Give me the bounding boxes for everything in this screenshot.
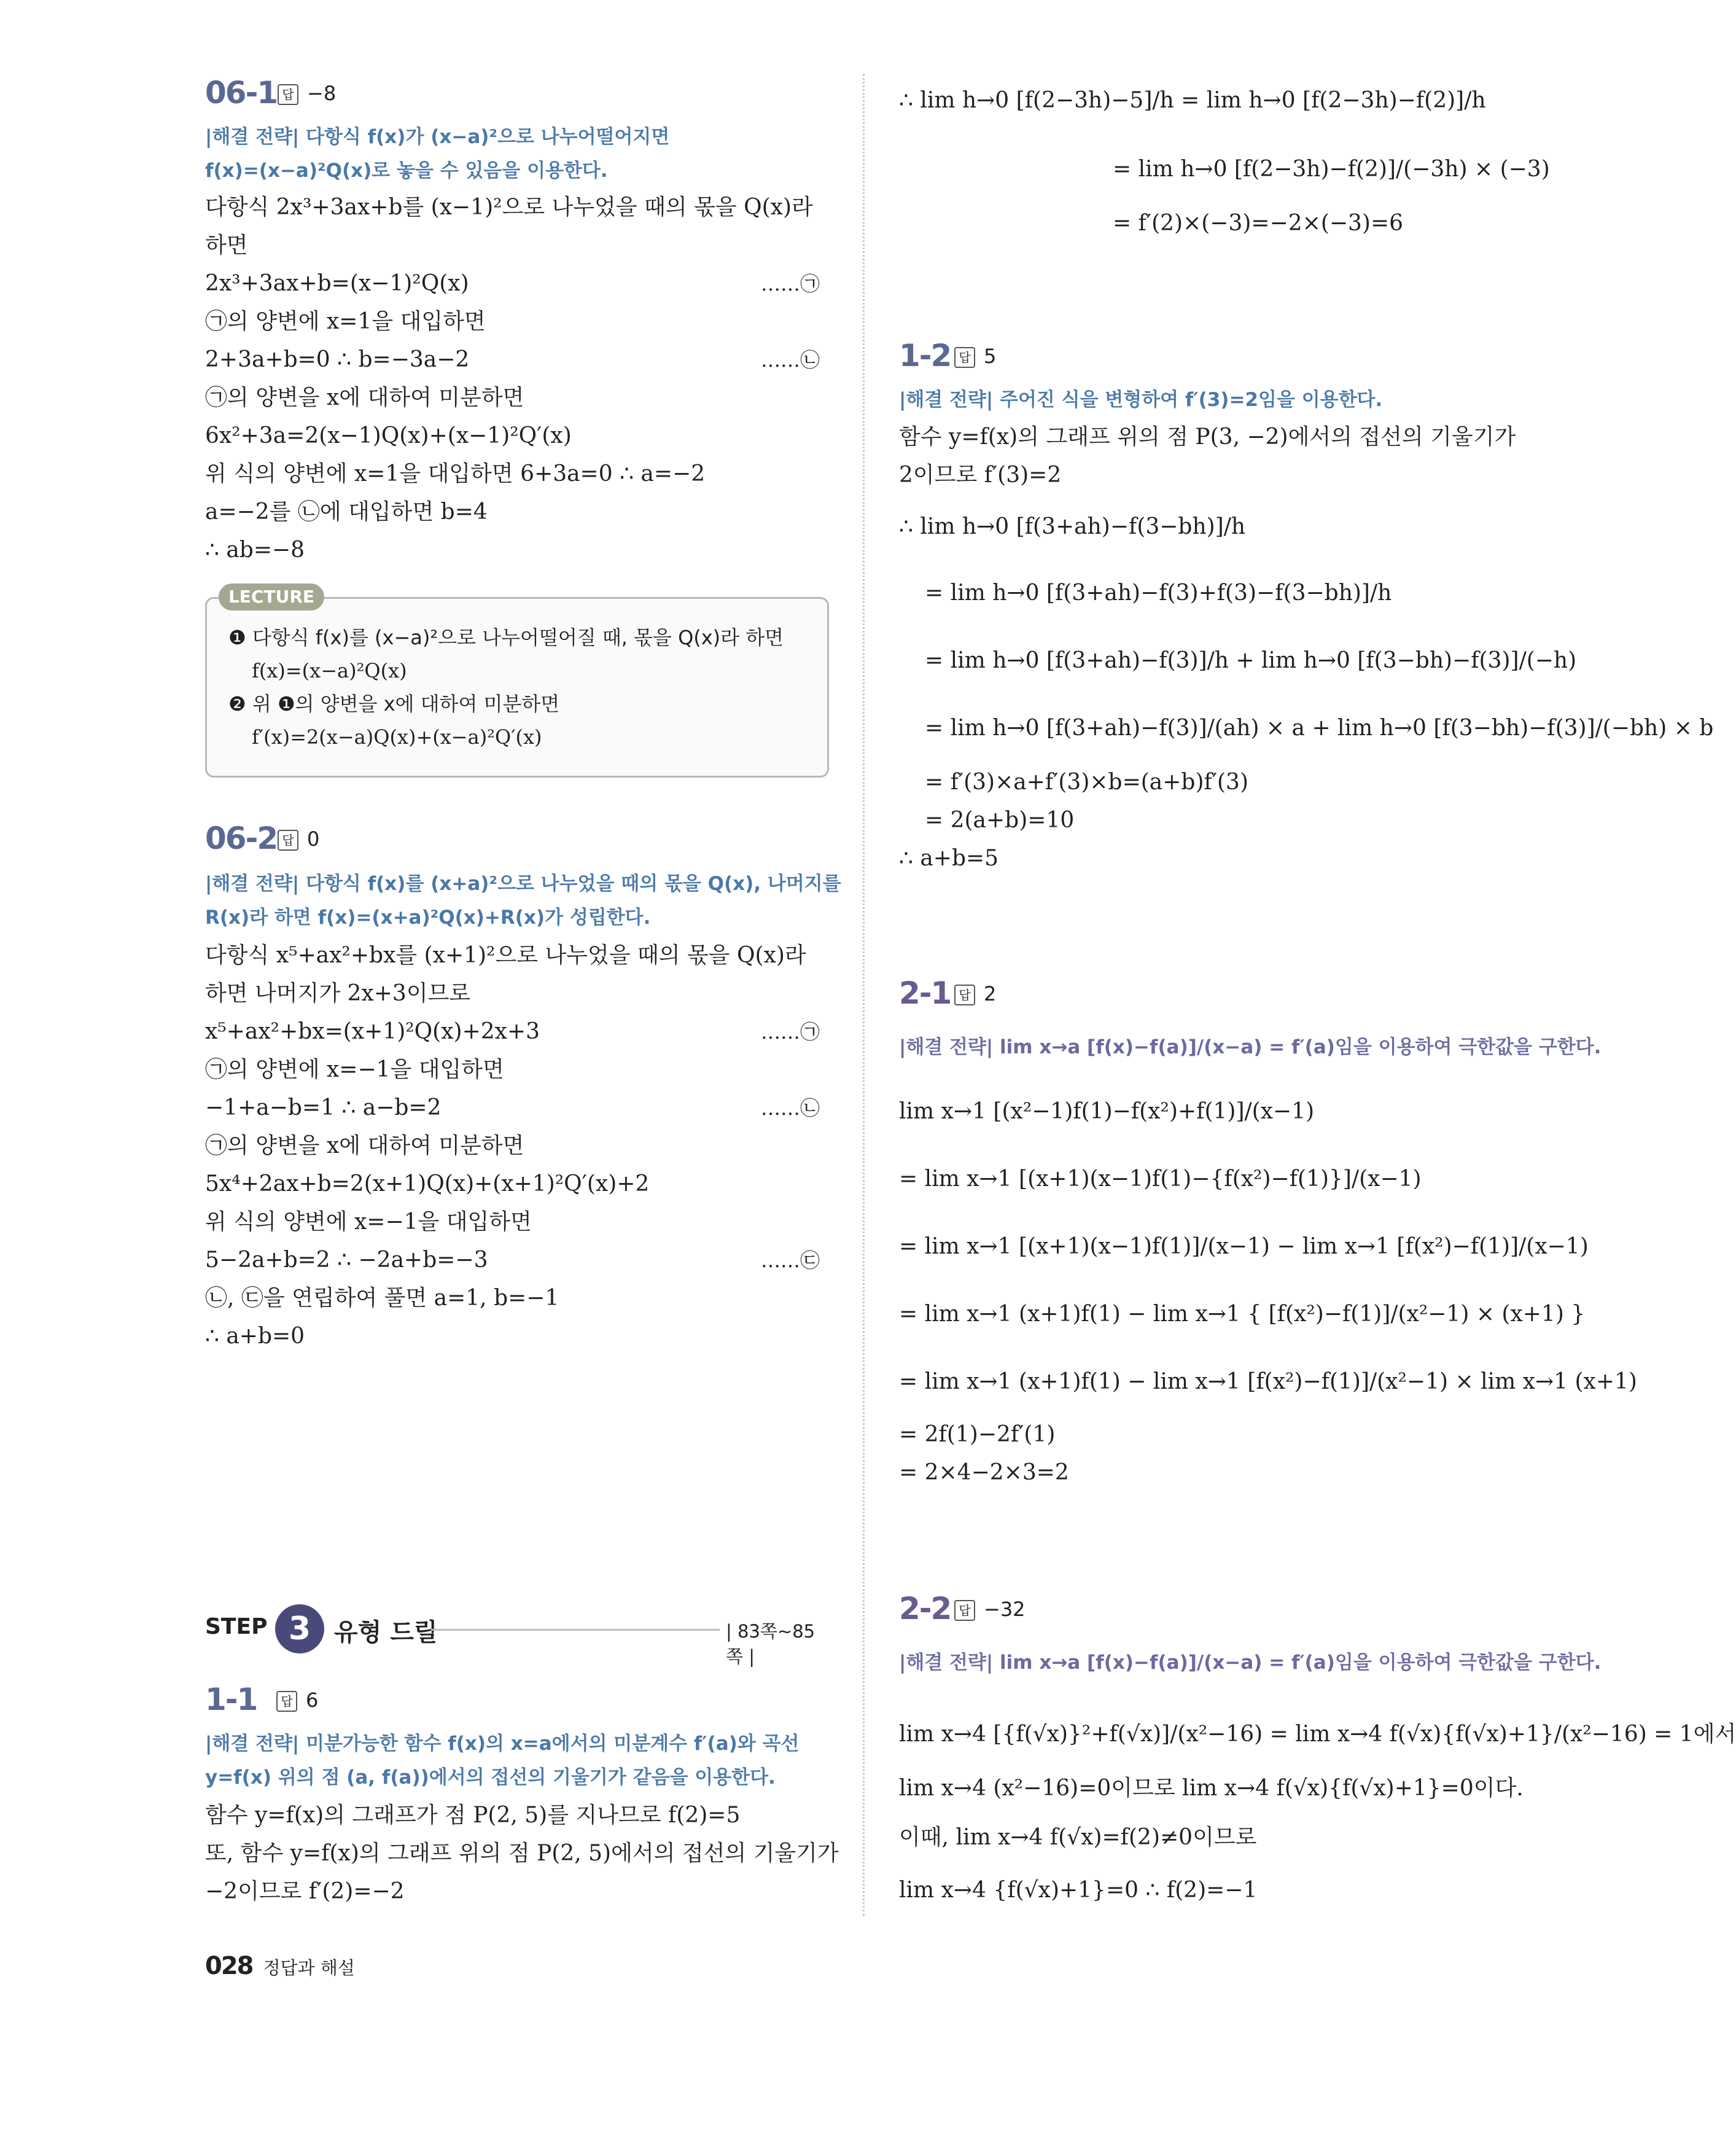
lecture-line: f′(x)=2(x−a)Q(x)+(x−a)²Q′(x) — [252, 725, 542, 749]
solution-line: = lim h→0 [f(3+ah)−f(3)]/h + lim h→0 [f(3−bh)−f(3)]/(−h) — [925, 648, 1577, 673]
strategy-06-1-line2: f(x)=(x−a)²Q(x)로 놓을 수 있음을 이용한다. — [205, 160, 608, 182]
solution-line: ∴ ab=−8 — [205, 537, 305, 563]
step-rule — [431, 1629, 720, 1631]
solution-line: a=−2를 ㉡에 대입하면 b=4 — [205, 499, 488, 525]
problem-title-2-1: 2-1 — [899, 975, 951, 1011]
solution-line: 6x²+3a=2(x−1)Q(x)+(x−1)²Q′(x) — [205, 423, 572, 448]
strategy-2-2: |해결 전략| lim x→a [f(x)−f(a)]/(x−a) = f′(a)임을 이용하여 극한값을 구한다. — [899, 1652, 1602, 1674]
solution-line: lim x→4 {f(√x)+1}=0 ∴ f(2)=−1 — [899, 1878, 1258, 1903]
answer-2-1: 답 2 — [954, 982, 996, 1005]
strategy-1-1-line1: |해결 전략| 미분가능한 함수 f(x)의 x=a에서의 미분계수 f′(a)와 곡선 — [205, 1733, 800, 1755]
solution-line: ㉠의 양변에 x=−1을 대입하면 — [205, 1057, 504, 1082]
solution-line: ∴ lim h→0 [f(3+ah)−f(3−bh)]/h — [899, 514, 1246, 539]
lecture-line: f(x)=(x−a)²Q(x) — [252, 659, 407, 682]
solution-line: x⁵+ax²+bx=(x+1)²Q(x)+2x+3 ……㉠ — [205, 1019, 820, 1044]
problem-title-06-2: 06-2 — [205, 821, 278, 856]
solution-line: −2이므로 f′(2)=−2 — [205, 1879, 405, 1904]
step-number-badge: 3 — [275, 1604, 324, 1653]
strategy-06-1-line1: |해결 전략| 다항식 f(x)가 (x−a)²으로 나누어떨어지면 — [205, 126, 670, 148]
problem-title-2-2: 2-2 — [899, 1591, 951, 1626]
step-title: 유형 드릴 — [334, 1618, 438, 1647]
solution-line: 2이므로 f′(3)=2 — [899, 462, 1062, 488]
solution-line: 함수 y=f(x)의 그래프가 점 P(2, 5)를 지나므로 f(2)=5 — [205, 1803, 741, 1828]
solution-line: lim x→4 [{f(√x)}²+f(√x)]/(x²−16) = lim x→4 f(√x){f(√x)+1}/(x²−16) = 1에서 — [899, 1722, 1736, 1747]
lecture-line: ❷ 위 ❶의 양변을 x에 대하여 미분하면 — [228, 692, 560, 716]
problem-title-1-2: 1-2 — [899, 338, 951, 373]
solution-line: = lim h→0 [f(3+ah)−f(3)+f(3)−f(3−bh)]/h — [925, 580, 1392, 606]
solution-line: 5−2a+b=2 ∴ −2a+b=−3 ……㉢ — [205, 1247, 820, 1273]
solution-line: 함수 y=f(x)의 그래프 위의 점 P(3, −2)에서의 접선의 기울기가 — [899, 424, 1516, 450]
solution-line: 다항식 2x³+3ax+b를 (x−1)²으로 나누었을 때의 몫을 Q(x)라 — [205, 195, 813, 220]
solution-line: ㉡, ㉢을 연립하여 풀면 a=1, b=−1 — [205, 1286, 559, 1311]
solution-line: lim x→1 [(x²−1)f(1)−f(x²)+f(1)]/(x−1) — [899, 1099, 1315, 1124]
solution-line: ∴ a+b=0 — [205, 1324, 305, 1349]
solution-line: = 2f(1)−2f′(1) — [899, 1422, 1056, 1447]
solution-line: = lim h→0 [f(2−3h)−f(2)]/(−3h) × (−3) — [1113, 157, 1550, 182]
solution-line: ∴ lim h→0 [f(2−3h)−5]/h = lim h→0 [f(2−3h)−f(2)]/h — [899, 88, 1486, 113]
solution-line: = 2×4−2×3=2 — [899, 1460, 1069, 1485]
solution-line: 5x⁴+2ax+b=2(x+1)Q(x)+(x+1)²Q′(x)+2 — [205, 1171, 650, 1196]
solution-line: 하면 — [205, 233, 248, 258]
page-footer — [205, 1952, 355, 1980]
strategy-1-2: |해결 전략| 주어진 식을 변형하여 f′(3)=2임을 이용한다. — [899, 389, 1383, 411]
answer-2-2: 답 −32 — [954, 1598, 1026, 1621]
step-pages: | 83쪽~85쪽 | — [726, 1621, 815, 1667]
solution-line: = lim h→0 [f(3+ah)−f(3)]/(ah) × a + lim h→0 [f(3−bh)−f(3)]/(−bh) × b — [925, 716, 1714, 741]
solution-line: 하면 나머지가 2x+3이므로 — [205, 981, 471, 1006]
answer-1-2: 답 5 — [954, 345, 996, 368]
lecture-line: ❶ 다항식 f(x)를 (x−a)²으로 나누어떨어질 때, 몫을 Q(x)라 하면 — [228, 626, 784, 649]
solution-line: lim x→4 (x²−16)=0이므로 lim x→4 f(√x){f(√x)+1}=0이다. — [899, 1776, 1524, 1801]
solution-line: ㉠의 양변에 x=1을 대입하면 — [205, 309, 486, 334]
problem-title-06-1: 06-1 — [205, 75, 278, 111]
page-number: 028 — [205, 1952, 253, 1980]
solution-line: −1+a−b=1 ∴ a−b=2 ……㉡ — [205, 1095, 820, 1120]
solution-line: 위 식의 양변에 x=1을 대입하면 6+3a=0 ∴ a=−2 — [205, 461, 706, 486]
solution-line: 또, 함수 y=f(x)의 그래프 위의 점 P(2, 5)에서의 접선의 기울기가 — [205, 1841, 839, 1866]
step-header — [205, 1604, 825, 1667]
lecture-label: LECTURE — [219, 583, 324, 611]
solution-line: 이때, lim x→4 f(√x)=f(2)≠0이므로 — [899, 1825, 1257, 1850]
strategy-06-2-line1: |해결 전략| 다항식 f(x)를 (x+a)²으로 나누었을 때의 몫을 Q(x), 나머지를 — [205, 873, 841, 895]
column-divider — [863, 74, 865, 1916]
solution-line: = lim x→1 [(x+1)(x−1)f(1)]/(x−1) − lim x→1 [f(x²)−f(1)]/(x−1) — [899, 1234, 1589, 1259]
solution-line: 위 식의 양변에 x=−1을 대입하면 — [205, 1209, 532, 1235]
solution-line: = lim x→1 (x+1)f(1) − lim x→1 { [f(x²)−f(1)]/(x²−1) × (x+1) } — [899, 1301, 1586, 1327]
solution-line: = lim x→1 [(x+1)(x−1)f(1)−{f(x²)−f(1)}]/(x−1) — [899, 1166, 1422, 1192]
solution-line: = lim x→1 (x+1)f(1) − lim x→1 [f(x²)−f(1)]/(x²−1) × lim x→1 (x+1) — [899, 1369, 1637, 1394]
answer-1-1: 답 6 — [276, 1688, 318, 1712]
solution-line: 2+3a+b=0 ∴ b=−3a−2 ……㉡ — [205, 347, 820, 372]
strategy-2-1: |해결 전략| lim x→a [f(x)−f(a)]/(x−a) = f′(a)임을 이용하여 극한값을 구한다. — [899, 1036, 1602, 1058]
strategy-06-2-line2: R(x)라 하면 f(x)=(x+a)²Q(x)+R(x)가 성립한다. — [205, 907, 651, 929]
problem-title-1-1: 1-1 — [205, 1682, 257, 1717]
step-label: STEP — [205, 1614, 268, 1639]
solution-line: = f′(3)×a+f′(3)×b=(a+b)f′(3) — [925, 770, 1249, 795]
answer-06-1: 답 −8 — [278, 82, 336, 105]
footer-label: 정답과 해설 — [263, 1957, 355, 1978]
solution-line: ㉠의 양변을 x에 대하여 미분하면 — [205, 385, 524, 410]
solution-line: 다항식 x⁵+ax²+bx를 (x+1)²으로 나누었을 때의 몫을 Q(x)라 — [205, 943, 806, 968]
solution-line: = 2(a+b)=10 — [925, 808, 1075, 833]
answer-06-2: 답 0 — [278, 827, 319, 851]
solution-line: 2x³+3ax+b=(x−1)²Q(x) ……㉠ — [205, 271, 820, 296]
solution-line: ∴ a+b=5 — [899, 846, 999, 871]
solution-line: = f′(2)×(−3)=−2×(−3)=6 — [1113, 211, 1404, 236]
strategy-1-1-line2: y=f(x) 위의 점 (a, f(a))에서의 접선의 기울기가 같음을 이용한다. — [205, 1766, 776, 1789]
solution-line: ㉠의 양변을 x에 대하여 미분하면 — [205, 1133, 524, 1158]
